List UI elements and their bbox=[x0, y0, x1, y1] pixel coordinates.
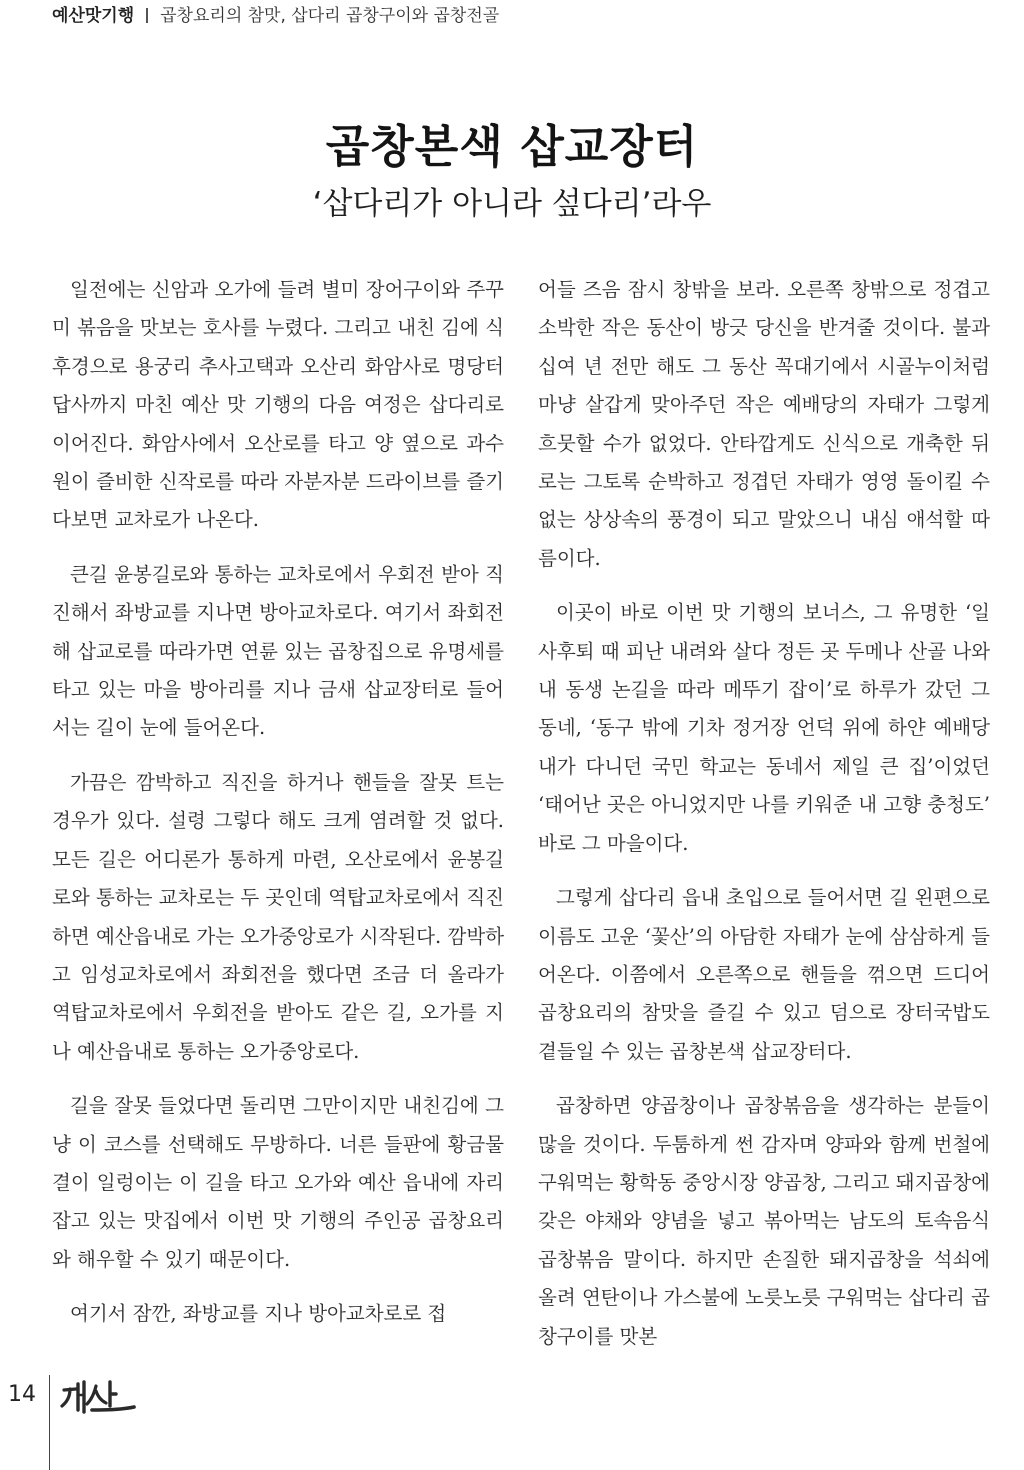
article-subtitle: ‘삽다리가 아니라 섶다리’라우 bbox=[312, 186, 712, 222]
right-column bbox=[538, 271, 990, 1356]
running-header bbox=[52, 4, 499, 28]
footer-divider bbox=[49, 1375, 50, 1470]
paragraph: 가끔은 깜박하고 직진을 하거나 핸들을 잘못 트는 경우가 있다. 설령 그렇다 해도 크게 염려할 것 없다. 모든 길은 어디론가 통하게 마련, 오산로에서 윤봉길로와 통하는 교차로는 두 곳인데 역탑교차로에서 직진하면 예산읍내로 가는 오가중앙로가 시작된다. 깜박하고 임성교차로에서 좌회전을 했다면 조금 더 올라가 역탑교차로에서 우회전을 받아도 같은 길, 오가를 지나 예산읍내로 통하는 오가중앙로다. bbox=[52, 770, 504, 1063]
paragraph: 일전에는 신암과 오가에 들려 별미 장어구이와 주꾸미 볶음을 맛보는 호사를 누렸다. 그리고 내친 김에 식후경으로 용궁리 추사고택과 오산리 화암사로 명당터 답사까지 마친 예산 맛 기행의 다음 여정은 삽다리로 이어진다. 화암사에서 오산로를 타고 양 옆으로 과수원이 즐비한 신작로를 따라 자분자분 드라이브를 즐기다보면 교차로가 나온다. bbox=[52, 278, 504, 532]
magazine-logo bbox=[58, 1376, 140, 1420]
left-column bbox=[52, 271, 504, 1334]
section-title: 곱창요리의 참맛, 삽다리 곱창구이와 곱창전골 bbox=[160, 6, 500, 26]
header-divider bbox=[146, 8, 148, 23]
paragraph: 길을 잘못 들었다면 돌리면 그만이지만 내친김에 그냥 이 코스를 선택해도 무방하다. 너른 들판에 황금물결이 일렁이는 이 길을 타고 오가와 예산 읍내에 자리 잡고 있는 맛집에서 이번 맛 기행의 주인공 곱창요리와 해우할 수 있기 때문이다. bbox=[52, 1094, 504, 1271]
paragraph: 곱창하면 양곱창이나 곱창볶음을 생각하는 분들이 많을 것이다. 두툼하게 썬 감자며 양파와 함께 번철에 구워먹는 황학동 중앙시장 양곱창, 그리고 돼지곱창에 갖은 야채와 양념을 넣고 볶아먹는 남도의 토속음식 곱창볶음 말이다. 하지만 손질한 돼지곱창을 석쇠에 올려 연탄이나 가스불에 노릇노릇 구워먹는 삽다리 곱창구이를 맛본 bbox=[538, 1094, 990, 1348]
paragraph: 어들 즈음 잠시 창밖을 보라. 오른쪽 창밖으로 정겹고 소박한 작은 동산이 방긋 당신을 반겨줄 것이다. 불과 십여 년 전만 해도 그 동산 꼭대기에서 시골누이처럼 마냥 살갑게 맞아주던 작은 예배당의 자태가 그렇게 흐뭇할 수가 없었다. 안타깝게도 신식으로 개축한 뒤로는 그토록 순박하고 정겹던 자태가 영영 돌이킬 수 없는 상상속의 풍경이 되고 말았으니 내심 애석할 따름이다. bbox=[538, 278, 990, 570]
paragraph: 이곳이 바로 이번 맛 기행의 보너스, 그 유명한 ‘일사후퇴 때 피난 내려와 살다 정든 곳 두메나 산골 나와 내 동생 논길을 따라 메뚜기 잡이’로 하루가 갔던 그 동네, ‘동구 밖에 기차 정거장 언덕 위에 하얀 예배당 내가 다니던 국민 학교는 동네서 제일 큰 집’이었던 ‘태어난 곳은 아니었지만 나를 키워준 내 고향 충청도’ 바로 그 마을이다. bbox=[538, 601, 990, 855]
paragraph: 여기서 잠깐, 좌방교를 지나 방아교차로로 접 bbox=[70, 1302, 447, 1326]
paragraph: 그렇게 삽다리 읍내 초입으로 들어서면 길 왼편으로 이름도 고운 ‘꽃산’의 아담한 자태가 눈에 삼삼하게 들어온다. 이쯤에서 오른쪽으로 핸들을 꺾으면 드디어 곱창요리의 참맛을 즐길 수 있고 덤으로 장터국밥도 곁들일 수 있는 곱창본색 삽교장터다. bbox=[538, 886, 990, 1063]
series-title: 예산맛기행 bbox=[52, 6, 135, 26]
page-number: 14 bbox=[8, 1382, 36, 1407]
paragraph: 큰길 윤봉길로와 통하는 교차로에서 우회전 받아 직진해서 좌방교를 지나면 방아교차로다. 여기서 좌회전해 삽교로를 따라가면 연륜 있는 곱창집으로 유명세를 타고 있는 마을 방아리를 지나 금새 삽교장터로 들어서는 길이 눈에 들어온다. bbox=[52, 562, 504, 740]
article-title: 곱창본색 삽교장터 bbox=[325, 120, 699, 173]
